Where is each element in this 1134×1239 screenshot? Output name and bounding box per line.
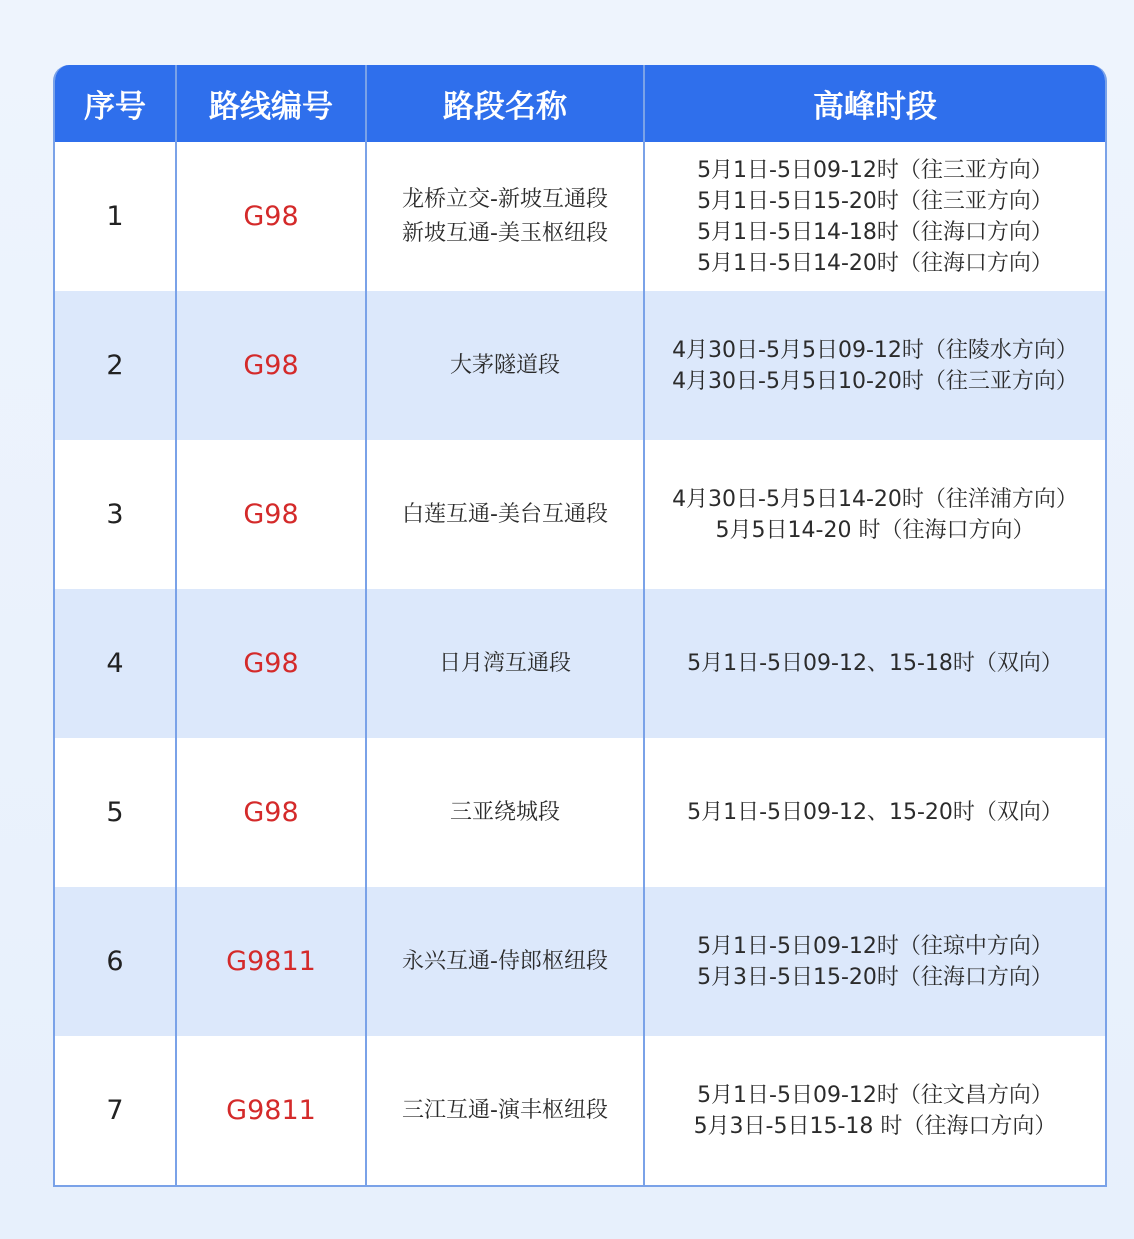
- peak-hours-line: 5月1日-5日14-20时（往海口方向）: [697, 250, 1053, 276]
- peak-hours-line: 5月1日-5日09-12、15-18时（双向）: [687, 651, 1063, 676]
- route-number: G9811: [176, 887, 366, 1036]
- table-header-row: [55, 65, 1105, 142]
- header-route: 路线编号: [176, 65, 366, 142]
- section-name-cell: [366, 589, 644, 738]
- peak-hours-line: 5月5日14-20 时（往海口方向）: [715, 517, 1035, 543]
- peak-hours-line: 5月1日-5日09-12、15-20时（双向）: [687, 800, 1063, 825]
- header-section: 路段名称: [366, 65, 644, 142]
- row-index: 5: [55, 738, 176, 887]
- row-index: 1: [55, 142, 176, 291]
- table-body: [55, 142, 1105, 1185]
- table-row: [55, 887, 1105, 1036]
- section-name: 日月湾互通段: [438, 650, 571, 676]
- peak-hours-cell: [644, 738, 1105, 887]
- peak-hours-cell: [644, 291, 1105, 440]
- section-name-cell: [366, 142, 644, 291]
- peak-hours-line: 5月1日-5日09-12时（往琼中方向）: [697, 933, 1053, 959]
- peak-hours-line: 5月3日-5日15-18 时（往海口方向）: [693, 1113, 1057, 1139]
- section-name-cell: [366, 1036, 644, 1185]
- table-row: [55, 1036, 1105, 1185]
- row-index: 6: [55, 887, 176, 1036]
- route-number: G98: [176, 291, 366, 440]
- row-index: 4: [55, 589, 176, 738]
- header-peak: 高峰时段: [644, 65, 1105, 142]
- peak-hours-line: 5月3日-5日15-20时（往海口方向）: [697, 964, 1053, 990]
- peak-hours-cell: [644, 440, 1105, 589]
- section-name: 三亚绕城段: [449, 799, 560, 825]
- peak-hours-line: 5月1日-5日15-20时（往三亚方向）: [697, 188, 1053, 214]
- header-index: 序号: [55, 65, 176, 142]
- table-row: [55, 738, 1105, 887]
- peak-hours-cell: [644, 1036, 1105, 1185]
- peak-hours-line: 5月1日-5日14-18时（往海口方向）: [697, 219, 1053, 245]
- peak-hours-line: 4月30日-5月5日14-20时（往洋浦方向）: [672, 486, 1078, 512]
- peak-hours-cell: [644, 142, 1105, 291]
- table-row: [55, 440, 1105, 589]
- section-name: 大茅隧道段: [449, 352, 560, 378]
- table-row: [55, 142, 1105, 291]
- peak-hours-cell: [644, 589, 1105, 738]
- peak-hours-table-container: [53, 65, 1107, 1187]
- peak-hours-line: 5月1日-5日09-12时（往三亚方向）: [697, 157, 1053, 183]
- section-name-cell: [366, 440, 644, 589]
- table-row: [55, 291, 1105, 440]
- route-number: G98: [176, 738, 366, 887]
- section-name: 新坡互通-美玉枢纽段: [402, 220, 608, 246]
- peak-hours-line: 5月1日-5日09-12时（往文昌方向）: [697, 1082, 1053, 1108]
- section-name: 永兴互通-侍郎枢纽段: [402, 948, 608, 974]
- peak-hours-table: [55, 65, 1105, 1185]
- section-name-cell: [366, 738, 644, 887]
- table-row: [55, 589, 1105, 738]
- route-number: G9811: [176, 1036, 366, 1185]
- row-index: 7: [55, 1036, 176, 1185]
- section-name-cell: [366, 887, 644, 1036]
- route-number: G98: [176, 142, 366, 291]
- peak-hours-line: 4月30日-5月5日10-20时（往三亚方向）: [672, 368, 1078, 394]
- section-name: 龙桥立交-新坡互通段: [402, 186, 608, 212]
- peak-hours-line: 4月30日-5月5日09-12时（往陵水方向）: [672, 337, 1078, 363]
- row-index: 2: [55, 291, 176, 440]
- route-number: G98: [176, 440, 366, 589]
- route-number: G98: [176, 589, 366, 738]
- section-name: 白莲互通-美台互通段: [402, 501, 608, 527]
- section-name-cell: [366, 291, 644, 440]
- row-index: 3: [55, 440, 176, 589]
- section-name: 三江互通-演丰枢纽段: [402, 1097, 608, 1123]
- peak-hours-cell: [644, 887, 1105, 1036]
